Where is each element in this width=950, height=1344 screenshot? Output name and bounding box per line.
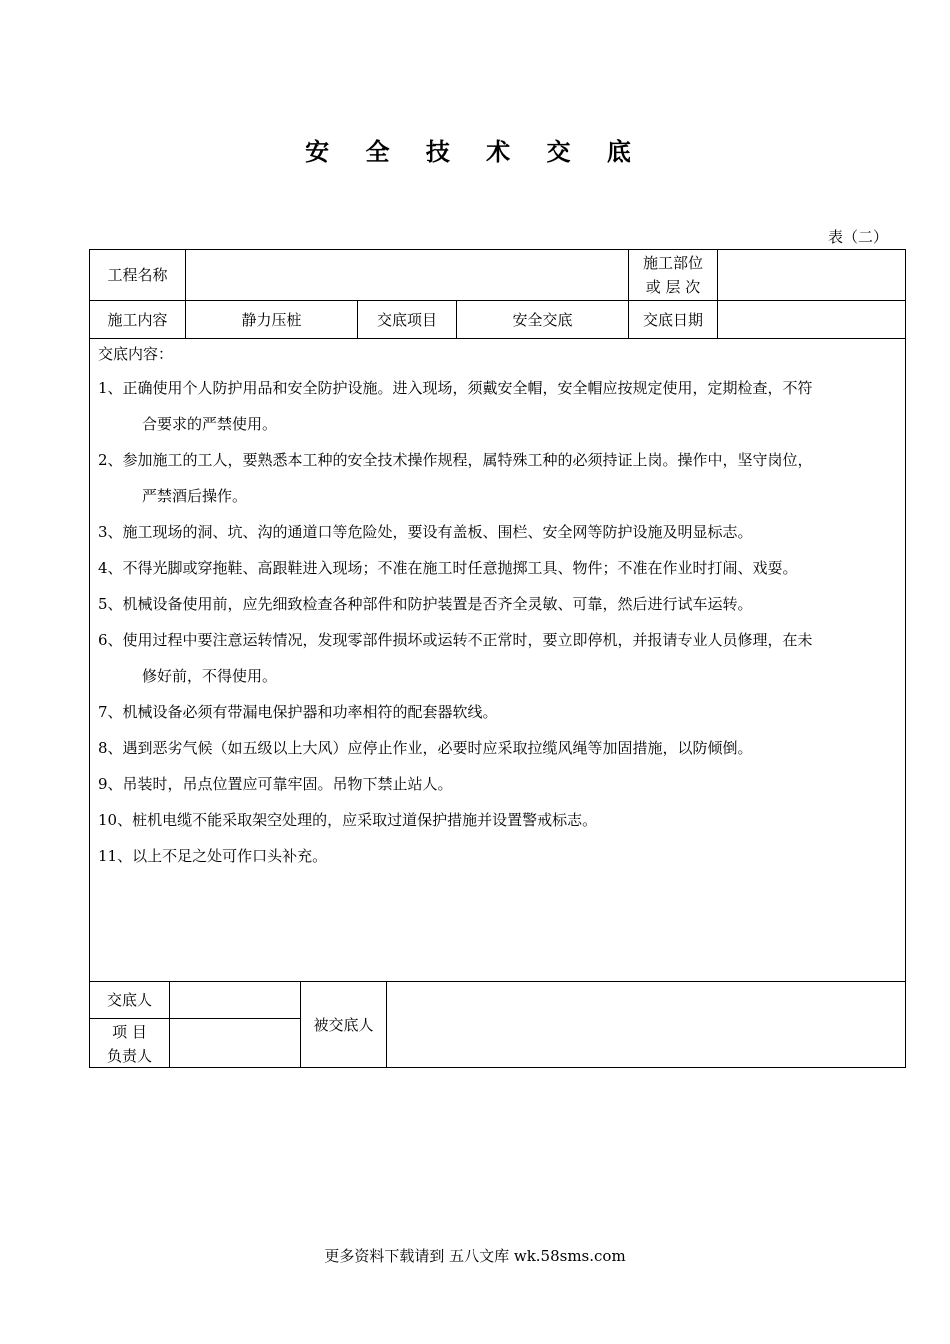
construction-content-value: 静力压桩	[241, 310, 302, 329]
content-item	[98, 730, 898, 766]
content-item	[98, 802, 898, 838]
disclosure-table	[89, 249, 906, 1068]
content-item	[98, 586, 898, 622]
location-label-line2: 或 层 次	[645, 278, 701, 296]
content-item	[98, 694, 898, 730]
item-text: 2、参加施工的工人，要熟悉本工种的安全技术操作规程，属特殊工种的必须持证上岗。操作中，坚守岗位，	[98, 451, 813, 469]
disclosure-item-value: 安全交底	[512, 310, 573, 329]
project-name-label: 工程名称	[107, 266, 168, 284]
form-number: 表（二）	[827, 228, 888, 246]
content-heading: 交底内容：	[98, 345, 174, 363]
item-text: 11、以上不足之处可作口头补充。	[98, 847, 328, 865]
item-text: 4、不得光脚或穿拖鞋、高跟鞋进入现场；不准在施工时任意抛掷工具、物件；不准在作业时打闹、戏耍。	[98, 559, 798, 577]
location-label-line1: 施工部位	[642, 254, 703, 272]
row-divider	[90, 338, 905, 339]
location-field[interactable]	[718, 250, 905, 300]
construction-content-label: 施工内容	[107, 310, 168, 329]
item-text: 10、桩机电缆不能采取架空处理的，应采取过道保护措施并设置警戒标志。	[98, 811, 598, 829]
project-name-field[interactable]	[186, 250, 628, 300]
disclosure-content	[98, 342, 898, 874]
footer-link-text: 更多资料下载请到 五八文库 wk.58sms.com	[324, 1247, 626, 1265]
content-item	[98, 370, 898, 442]
item-text: 3、施工现场的洞、坑、沟的通道口等危险处，要设有盖板、围栏、安全网等防护设施及明显标志。	[98, 523, 753, 541]
manager-label	[90, 1019, 169, 1068]
item-text: 8、遇到恶劣气候（如五级以上大风）应停止作业，必要时应采取拉缆风绳等加固措施，以防倾倒。	[98, 739, 753, 757]
item-text: 7、机械设备必须有带漏电保护器和功率相符的配套器软线。	[98, 703, 498, 721]
discloser-label: 交底人	[106, 991, 152, 1009]
manager-signature-field[interactable]	[170, 1019, 300, 1068]
content-item	[98, 838, 898, 874]
location-label	[629, 250, 717, 300]
disclosure-item-label: 交底项目	[376, 310, 437, 329]
item-continuation: 修好前，不得使用。	[142, 667, 278, 685]
disclosure-date-label: 交底日期	[642, 310, 703, 329]
content-item	[98, 442, 898, 514]
content-item	[98, 514, 898, 550]
disclosure-date-field[interactable]	[718, 301, 905, 338]
manager-label-line2: 负责人	[106, 1046, 152, 1065]
document-title: 安 全 技 术 交 底	[305, 137, 645, 166]
content-item	[98, 550, 898, 586]
item-text: 5、机械设备使用前，应先细致检查各种部件和防护装置是否齐全灵敏、可靠，然后进行试车运转。	[98, 595, 753, 613]
item-continuation: 合要求的严禁使用。	[142, 415, 278, 433]
item-text: 9、吊装时，吊点位置应可靠牢固。吊物下禁止站人。	[98, 775, 453, 793]
item-continuation: 严禁酒后操作。	[142, 487, 248, 505]
discloser-signature-field[interactable]	[170, 982, 300, 1018]
recipient-signature-field[interactable]	[387, 982, 905, 1068]
content-item	[98, 766, 898, 802]
item-text: 1、正确使用个人防护用品和安全防护设施。进入现场，须戴安全帽，安全帽应按规定使用，定期检查，不符	[98, 379, 813, 397]
content-item	[98, 622, 898, 694]
item-text: 6、使用过程中要注意运转情况，发现零部件损坏或运转不正常时，要立即停机，并报请专业人员修理，在未	[98, 631, 813, 649]
manager-label-line1: 项 目	[112, 1022, 147, 1041]
recipient-label: 被交底人	[313, 1016, 374, 1034]
